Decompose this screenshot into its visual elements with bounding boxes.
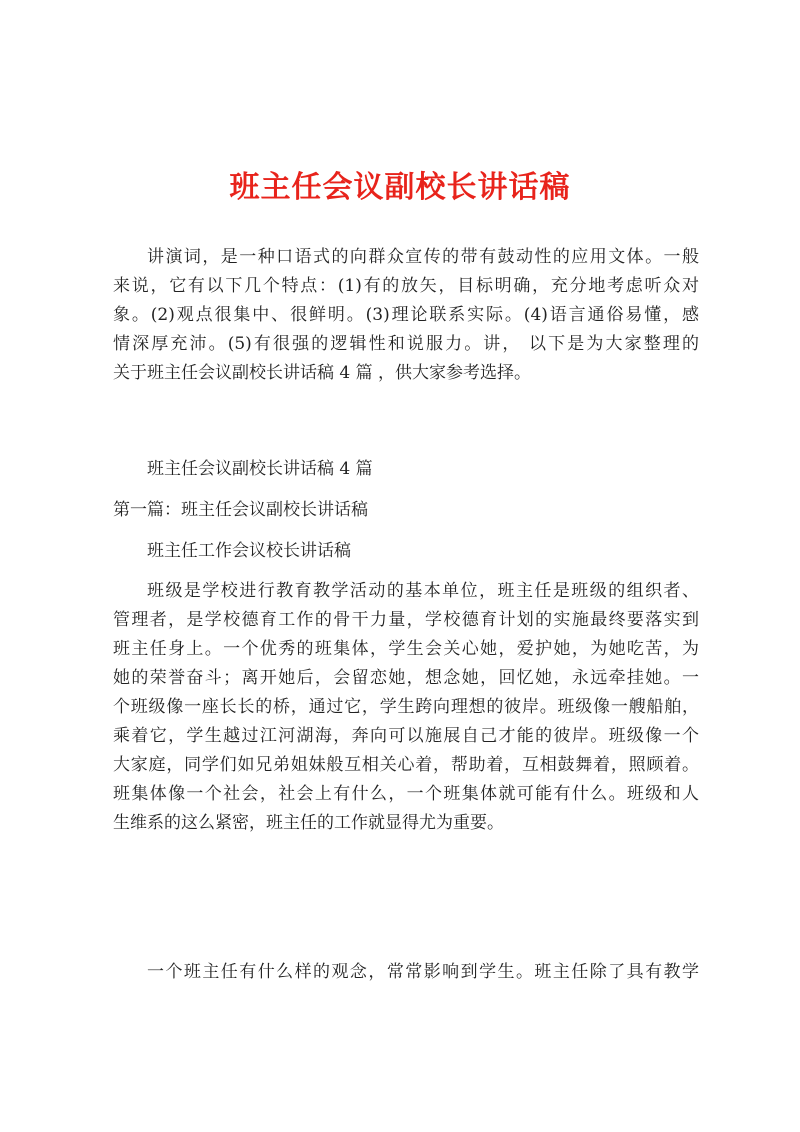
intro-line: 情深厚充沛。(5)有很强的逻辑性和说服力。讲， 以下是为大家整理的: [113, 334, 699, 354]
document-title: 班主任会议副校长讲话稿: [229, 170, 571, 205]
paragraph-line: 管理者，是学校德育工作的骨干力量，学校德育计划的实施最终要落实到: [113, 610, 699, 630]
paragraph-line: 生维系的这么紧密，班主任的工作就显得尤为重要。: [113, 813, 504, 833]
intro-line: 关于班主任会议副校长讲话稿 4 篇 ，供大家参考选择。: [113, 363, 532, 383]
intro-line: 来说，它有以下几个特点：(1)有的放矢，目标明确，充分地考虑听众对: [113, 276, 699, 296]
paragraph-line: 乘着它，学生越过江河湖海，奔向可以施展自己才能的彼岸。班级像一个: [113, 726, 699, 746]
paragraph-line: 她的荣誉奋斗；离开她后，会留恋她，想念她，回忆她，永远牵挂她。一: [113, 668, 699, 688]
intro-line: 象。(2)观点很集中、很鲜明。(3)理论联系实际。(4)语言通俗易懂，感: [113, 305, 699, 325]
paragraph-line: 班级是学校进行教育教学活动的基本单位，班主任是班级的组织者、: [147, 581, 699, 601]
body-paragraph-2: [113, 958, 699, 987]
paragraph-line: 班集体像一个社会，社会上有什么，一个班集体就可能有什么。班级和人: [113, 784, 699, 804]
paragraph-line: 大家庭，同学们如兄弟姐妹般互相关心着，帮助着，互相鼓舞着，照顾着。: [113, 755, 699, 775]
collection-heading: 班主任会议副校长讲话稿 4 篇: [147, 459, 373, 479]
part-heading: 第一篇：班主任会议副校长讲话稿: [113, 500, 368, 520]
body-paragraph-1: [113, 577, 699, 838]
paragraph-line: 个班级像一座长长的桥，通过它，学生跨向理想的彼岸。班级像一艘船舶，: [113, 697, 699, 717]
paragraph-line: 一个班主任有什么样的观念，常常影响到学生。班主任除了具有教学: [147, 962, 699, 982]
intro-paragraph: [113, 243, 699, 388]
sub-heading: 班主任工作会议校长讲话稿: [147, 541, 351, 561]
intro-line: 讲演词，是一种口语式的向群众宣传的带有鼓动性的应用文体。一般: [147, 247, 699, 267]
paragraph-line: 班主任身上。一个优秀的班集体，学生会关心她，爱护她，为她吃苦，为: [113, 639, 699, 659]
